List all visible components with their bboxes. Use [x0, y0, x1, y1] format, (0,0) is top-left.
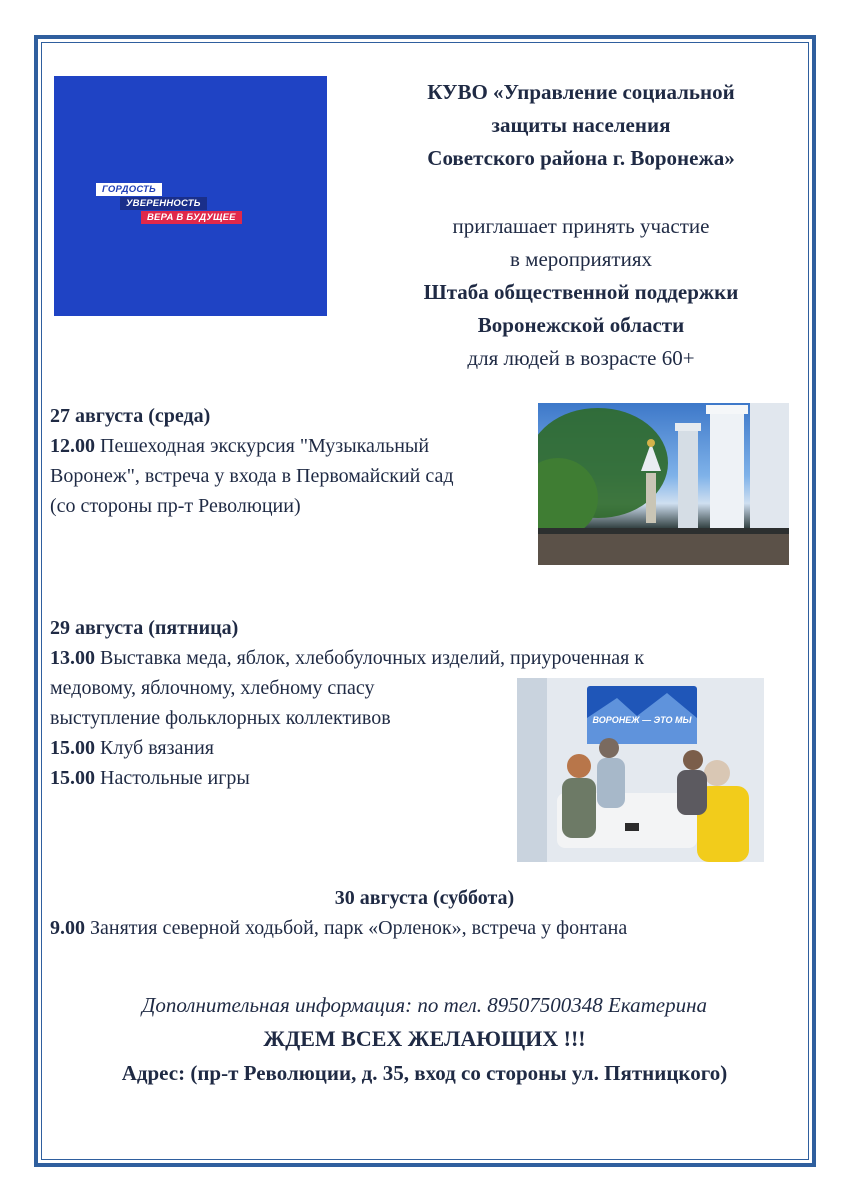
event-text: Настольные игры [95, 767, 250, 789]
event-text: выступление фольклорных коллективов [50, 707, 391, 729]
org-line-3: Советского района г. Воронежа» [427, 146, 735, 170]
event-date-aug-27: 27 августа (среда) [50, 405, 211, 427]
event-text: медовому, яблочному, хлебному спасу [50, 677, 375, 699]
hq-line-1: Штаба общественной поддержки [423, 280, 739, 304]
event-text: Занятия северной ходьбой, парк «Орленок», встреча у фонтана [85, 917, 628, 939]
event-text: Клуб вязания [95, 737, 214, 759]
event-item [50, 913, 627, 943]
event-text: Воронеж", встреча у входа в Первомайский сад [50, 465, 454, 487]
event-time: 13.00 [50, 647, 95, 669]
invitation-block [336, 210, 826, 375]
event-date-aug-29: 29 августа (пятница) [50, 617, 239, 639]
banner-text: ВОРОНЕЖ — ЭТО МЫ [592, 715, 692, 725]
address-line: Адрес: (пр-т Революции, д. 35, вход со стороны ул. Пятницкого) [121, 1061, 728, 1085]
event-time: 9.00 [50, 917, 85, 939]
event-time: 15.00 [50, 767, 95, 789]
logo-line-3: ВЕРА В БУДУЩЕЕ [141, 211, 242, 224]
invite-line-2: в мероприятиях [510, 247, 652, 271]
hq-line-2: Воронежской области [477, 313, 685, 337]
logo-line-2: УВЕРЕННОСТЬ [120, 197, 207, 210]
event-item [50, 431, 454, 521]
event-time: 12.00 [50, 435, 95, 457]
event-date-aug-30: 30 августа (суббота) [334, 887, 515, 909]
audience-line: для людей в возрасте 60+ [467, 346, 695, 370]
board-games-illustration [517, 678, 764, 862]
event-text: (со стороны пр-т Революции) [50, 495, 301, 517]
event-item [50, 763, 250, 793]
welcome-banner: ЖДЕМ ВСЕХ ЖЕЛАЮЩИХ !!! [263, 1026, 586, 1051]
event-item [50, 733, 214, 763]
campaign-logo [54, 76, 327, 316]
org-line-2: защиты населения [491, 113, 671, 137]
contact-info: Дополнительная информация: по тел. 89507500348 Екатерина [141, 993, 708, 1017]
board-games-photo [517, 678, 764, 862]
invite-line-1: приглашает принять участие [452, 214, 710, 238]
logo-line-1: ГОРДОСТЬ [96, 183, 162, 196]
park-gate-illustration [538, 403, 789, 565]
event-text: Выставка меда, яблок, хлебобулочных изделий, приуроченная к [95, 647, 645, 669]
park-gate-photo [538, 403, 789, 565]
org-line-1: КУВО «Управление социальной [427, 80, 735, 104]
organization-title [336, 76, 826, 175]
event-text: Пешеходная экскурсия "Музыкальный [95, 435, 430, 457]
event-time: 15.00 [50, 737, 95, 759]
